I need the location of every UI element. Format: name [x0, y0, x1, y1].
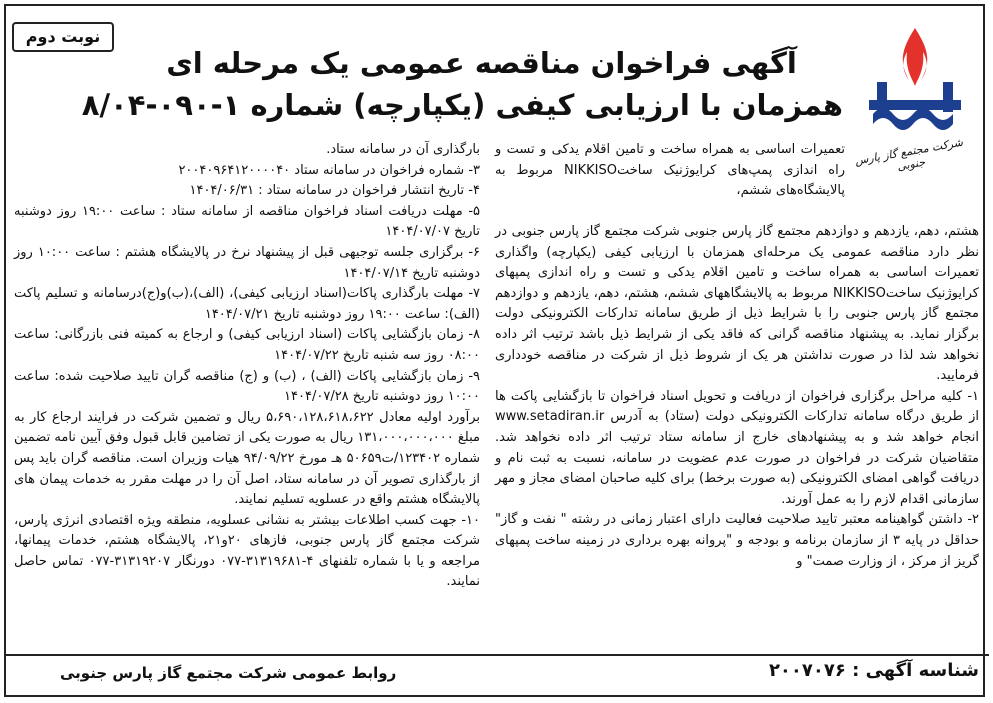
intro-top: [495, 140, 845, 202]
left-column: [14, 140, 480, 593]
list-item: ۳- شماره فراخوان در سامانه ستاد ۲۰۰۴۰۹۶۴۱۲۰۰۰۰۴۰: [178, 162, 480, 178]
intro-top-text: تعمیرات اساسی به همراه ساخت و تامین اقلام یدکی و تست و راه اندازی پمپ‌های کرایوژنیک ساختNIKKISO مربوط به پالایشگاه‌های ششم،: [495, 142, 845, 199]
logo-caption: شرکت مجتمع گاز پارس جنوبی: [853, 135, 964, 174]
list-item: برآورد اولیه معادل ۵،۶۹۰،۱۲۸،۶۱۸،۶۲۲ ریال و تضمین شرکت در فرایند ارجاع کار به مبلغ ۱۳۱،۰۰۰،۰۰۰،۰۰۰ ریال به صورت یکی از تضامین قابل قبول وفق آیین نامه تضمین شماره ۱۲۳۴۰۲/ت۵۰۶۵۹ هـ مورخ ۹۴/۰۹/۲۲ هیات وزیران است. مناقصه گران باید پس از بارگذاری تصویر آن در سامانه ستاد، اصل آن را در مهلت مقرر به خدمات پیمان های پالایشگاه هشتم واقع در عسلویه تسلیم نمایند.: [14, 409, 480, 508]
list-item: ۴- تاریخ انتشار فراخوان در سامانه ستاد : ۱۴۰۴/۰۶/۳۱: [189, 183, 480, 199]
flame-logo-icon: [851, 22, 979, 152]
list-item: ۱۰- جهت کسب اطلاعات بیشتر به نشانی عسلویه، منطقه ویژه اقتصادی انرژی پارس، شرکت مجتمع گاز پارس جنوبی، فازهای ۲۰و۲۱، پالایشگاه هشتم، خدمات پیمانها، مراجعه و یا با شماره تلفنهای ۴-۳۱۳۱۹۶۸۱-۰۷۷ دورنگار ۳۱۳۱۹۲۰۷-۰۷۷ تماس حاصل نمایند.: [14, 512, 481, 590]
list-item: ۹- زمان بازگشایی پاکات (الف) ، (ب) و (ج) مناقصه گران تایید صلاحیت شده: ساعت ۱۰:۰۰ روز دوشنبه تاریخ ۱۴۰۴/۰۷/۲۸: [14, 368, 480, 405]
right-column: [495, 222, 979, 572]
notice-id: شناسه آگهی : ۲۰۰۷۰۷۶: [768, 660, 979, 681]
condition-item-2: ۲- داشتن گواهینامه معتبر تایید صلاحیت فعالیت دارای اعتبار زمانی در رشته " نفت و گاز" حداقل در پایه ۳ از سازمان برنامه و بودجه و "پروانه بهره برداری در زمینه ساخت پمپهای گریز از مرکز ، از وزارت صمت" و: [495, 512, 979, 569]
list-item: ۵- مهلت دریافت اسناد فراخوان مناقصه از سامانه ستاد : ساعت ۱۹:۰۰ روز دوشنبه تاریخ ۱۴۰۴/۰۷/۰۷: [14, 203, 481, 240]
list-item: ۸- زمان بازگشایی پاکات (اسناد ارزیابی کیفی) و ارجاع به کمیته فنی بازرگانی: ساعت ۰۸:۰۰ روز سه شنبه تاریخ ۱۴۰۴/۰۷/۲۲: [14, 327, 480, 363]
footer-divider: [4, 654, 989, 656]
notice-title: آگهی فراخوان مناقصه عمومی یک مرحله ای: [166, 46, 797, 80]
publication-round-badge: نوبت دوم: [12, 22, 114, 52]
list-item: ۶- برگزاری جلسه توجیهی قبل از پیشنهاد نرخ در پالایشگاه هشتم : ساعت ۱۰:۰۰ روز دوشنبه تاریخ ۱۴۰۴/۰۷/۱۴: [14, 244, 480, 281]
list-item: ۷- مهلت بارگذاری پاکات(اسناد ارزیابی کیفی)، (الف)،(ب)و(ج)درسامانه و تسلیم پاکت (الف): ساعت ۱۹:۰۰ روز دوشنبه تاریخ ۱۴۰۴/۰۷/۲۱: [14, 286, 480, 322]
public-relations: روابط عمومی شرکت مجتمع گاز پارس جنوبی: [60, 664, 397, 682]
notice-subtitle: همزمان با ارزیابی کیفی (یکپارچه) شماره ۱-۰۹۰-۸/۰۴: [81, 88, 843, 122]
intro-paragraph: هشتم، دهم، یازدهم و دوازدهم مجتمع گاز پارس جنوبی شرکت مجتمع گاز پارس جنوبی در نظر دارد مناقصه عمومی یک مرحله‌ای همزمان با ارزیابی کیفی (یکپارچه) واگذاری تعمیرات اساسی به همراه ساخت و تامین اقلام یدکی و تست و راه اندازی پمپهای کرایوژنیک ساختNIKKISO مربوط به پالایشگاههای ششم، هشتم، دهم، یازدهم و دوازدهم مجتمع گاز پارس جنوبی را با شرایط ذیل از طریق سامانه تدارکات الکترونیکی دولت برگزار نماید. به پیشنهاد مناقصه گرانی که فاقد یکی از شرایط ذیل باشد ترتیب اثر داده نخواهد شد لذا در صورت نداشتن هر یک از شروط ذیل از شرکت در مناقصه خودداری فرمایید.: [495, 224, 979, 384]
condition-item-1: ۱- کلیه مراحل برگزاری فراخوان از دریافت و تحویل اسناد فراخوان تا بازگشایی پاکت ها از طریق درگاه سامانه تدارکات الکترونیکی دولت (ستاد) به آدرس www.setadiran.ir انجام خواهد شد و به پیشنهادهای خارج از سامانه ستاد ترتیب اثر داده نخواهد شد. متقاضیان شرکت در فراخوان در صورت عدم عضویت در سامانه، نسبت به ثبت نام و دریافت گواهی امضای الکترونیکی (به صورت برخط) برای کلیه صاحبان امضای مجاز و مهر سازمانی اقدام لازم را به عمل آورند.: [495, 388, 979, 507]
list-item: بارگذاری آن در سامانه ستاد.: [326, 142, 480, 157]
